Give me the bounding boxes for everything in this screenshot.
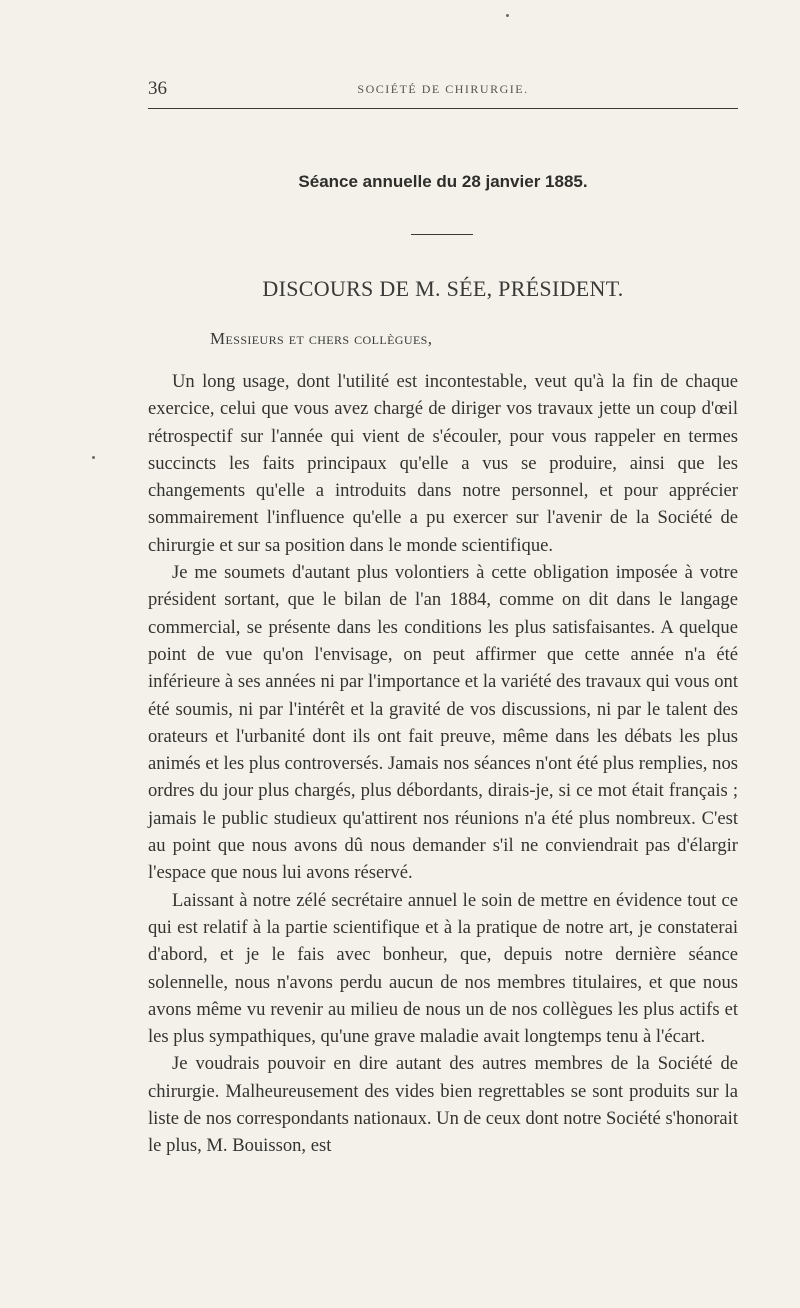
body-text bbox=[148, 368, 738, 1160]
paper-speck bbox=[506, 14, 509, 17]
page-number: 36 bbox=[148, 78, 167, 99]
running-title: SOCIÉTÉ DE CHIRURGIE. bbox=[357, 82, 529, 96]
paragraph: Laissant à notre zélé secrétaire annuel le soin de mettre en évidence tout ce qui est relatif à la partie scientifique et à la pratique de notre art, je constaterai d'abord, et je le fais avec bonheur, que, depuis notre dernière séance solennelle, nous n'avons perdu aucun de nos membres titulaires, et que nous avons même vu revenir au milieu de nous un de nos collègues les plus actifs et les plus sympathiques, qu'une grave maladie avait longtemps tenu à l'écart. bbox=[148, 889, 738, 1048]
header-rule bbox=[148, 108, 738, 109]
salutation: Messieurs et chers collègues, bbox=[210, 329, 433, 348]
session-title: Séance annuelle du 28 janvier 1885. bbox=[298, 172, 588, 191]
paper-speck bbox=[92, 456, 95, 459]
paragraph: Je voudrais pouvoir en dire autant des autres membres de la Société de chirurgie. Malheureusement des vides bien regrettables se sont produits sur la liste de nos correspondants nationaux. Un de ceux dont notre Société s'honorait le plus, M. Bouisson, est bbox=[148, 1053, 738, 1157]
running-header bbox=[148, 78, 738, 100]
section-divider bbox=[411, 234, 473, 235]
paragraph: Un long usage, dont l'utilité est incontestable, veut qu'à la fin de chaque exercice, celui que vous avez chargé de diriger vos travaux jette un coup d'œil rétrospectif sur l'année qui vient de s'écouler, pour vous rappeler en termes succincts les faits principaux qu'elle a vus se produire, ainsi que les changements qu'elle a introduits dans notre personnel, et pour apprécier sommairement l'influence qu'elle a pu exercer sur l'avenir de la Société de chirurgie et sur sa position dans le monde scientifique. bbox=[148, 371, 738, 556]
discourse-title: DISCOURS DE M. SÉE, PRÉSIDENT. bbox=[262, 276, 624, 301]
paragraph: Je me soumets d'autant plus volontiers à cette obligation imposée à votre président sortant, que le bilan de l'an 1884, comme on dit dans le langage commercial, se présente dans les conditions les plus satisfaisantes. A quelque point de vue qu'on l'envisage, on peut affirmer que cette année n'a été inférieure à ses années ni par l'importance et la variété des travaux qui vous ont été soumis, ni par l'intérêt et la gravité de vos discussions, ni par le talent des orateurs et l'urbanité dont ils ont fait preuve, même dans les débats les plus animés et les plus controversés. Jamais nos séances n'ont été plus remplies, nos ordres du jour plus chargés, plus débordants, dirais-je, si ce mot était français ; jamais le public studieux qu'attirent nos réunions n'a été plus nombreux. C'est au point que nous avons dû nous demander s'il ne conviendrait pas d'élargir l'espace que nous lui avons réservé. bbox=[148, 562, 738, 884]
